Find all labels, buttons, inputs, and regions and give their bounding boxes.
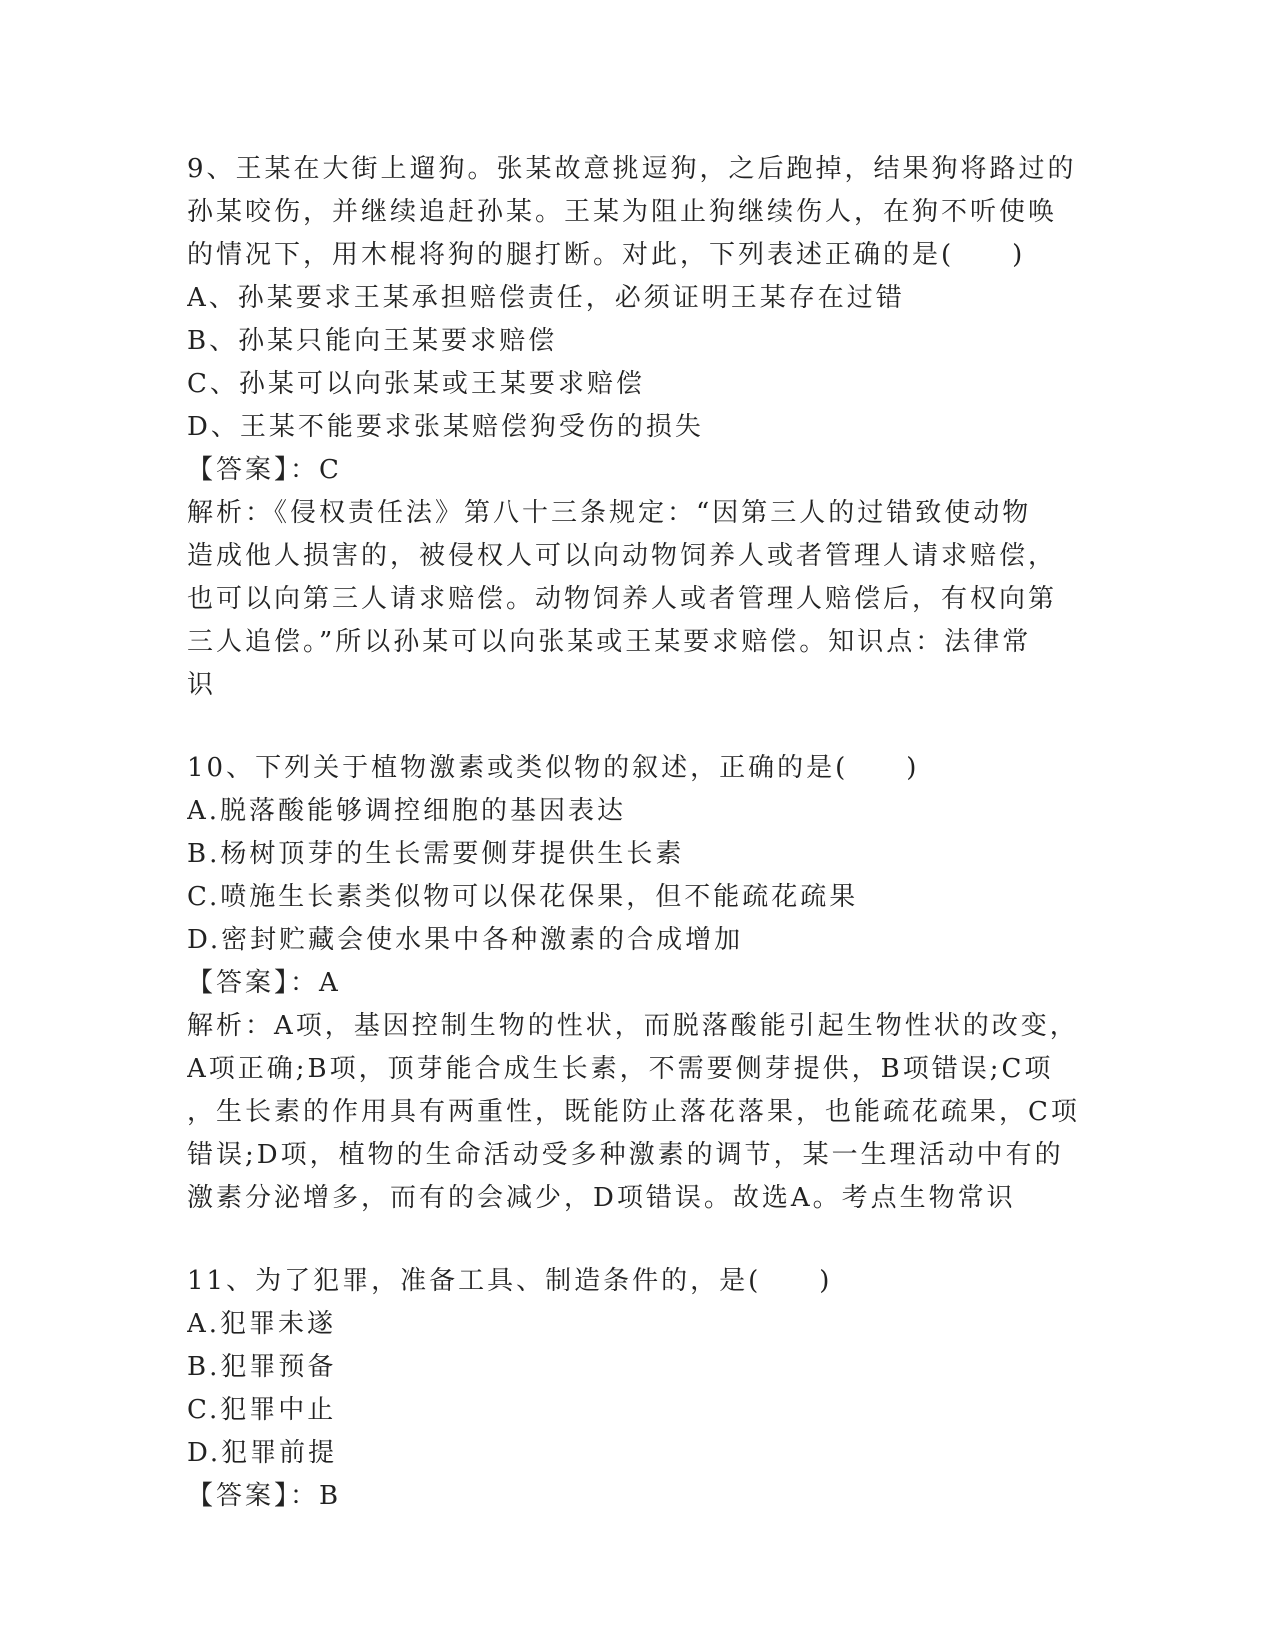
question-11 (187, 1260, 1087, 1518)
analysis-line: 识 (187, 670, 217, 700)
answer-line: 【答案】：B (187, 1481, 342, 1511)
option-b: B.犯罪预备 (187, 1352, 337, 1382)
question-separator (187, 1220, 1087, 1260)
option-a: A.脱落酸能够调控细胞的基因表达 (187, 796, 627, 826)
analysis-line: 三人追偿。”所以孙某可以向张某或王某要求赔偿。知识点：法律常 (187, 627, 1032, 657)
question-stem-line: 10、下列关于植物激素或类似物的叙述，正确的是( ) (187, 753, 920, 783)
analysis-line: 错误;D项，植物的生命活动受多种激素的调节，某一生理活动中有的 (187, 1140, 1064, 1170)
option-b: B、孙某只能向王某要求赔偿 (187, 326, 558, 356)
question-9 (187, 148, 1087, 707)
answer-line: 【答案】：A (187, 968, 341, 998)
option-c: C.犯罪中止 (187, 1395, 337, 1425)
analysis-line: 解析：《侵权责任法》第八十三条规定：“因第三人的过错致使动物 (187, 498, 1032, 528)
option-d: D.密封贮藏会使水果中各种激素的合成增加 (187, 925, 744, 955)
option-b: B.杨树顶芽的生长需要侧芽提供生长素 (187, 839, 685, 869)
analysis-line: 造成他人损害的，被侵权人可以向动物饲养人或者管理人请求赔偿， (187, 541, 1058, 571)
analysis-line: 激素分泌增多，而有的会减少，D项错误。故选A。考点生物常识 (187, 1183, 1016, 1213)
option-d: D.犯罪前提 (187, 1438, 338, 1468)
analysis-line: 解析：A项，基因控制生物的性状，而脱落酸能引起生物性状的改变， (187, 1011, 1079, 1041)
question-stem-line: 孙某咬伤，并继续追赶孙某。王某为阻止狗继续伤人，在狗不听使唤 (187, 197, 1058, 227)
question-separator (187, 707, 1087, 747)
question-stem-line: 9、王某在大街上遛狗。张某故意挑逗狗，之后跑掉，结果狗将路过的 (187, 154, 1077, 184)
option-d: D、王某不能要求张某赔偿狗受伤的损失 (187, 412, 704, 442)
analysis-line: 也可以向第三人请求赔偿。动物饲养人或者管理人赔偿后，有权向第 (187, 584, 1058, 614)
answer-line: 【答案】：C (187, 455, 342, 485)
question-stem-line: 11、为了犯罪，准备工具、制造条件的，是( ) (187, 1266, 833, 1296)
analysis-line: ，生长素的作用具有两重性，既能防止落花落果，也能疏花疏果，C项 (187, 1097, 1080, 1127)
option-a: A、孙某要求王某承担赔偿责任，必须证明王某存在过错 (187, 283, 905, 313)
question-10 (187, 747, 1087, 1220)
option-c: C.喷施生长素类似物可以保花保果，但不能疏花疏果 (187, 882, 859, 912)
option-c: C、孙某可以向张某或王某要求赔偿 (187, 369, 645, 399)
question-stem-line: 的情况下，用木棍将狗的腿打断。对此，下列表述正确的是( ) (187, 240, 1026, 270)
option-a: A.犯罪未遂 (187, 1309, 337, 1339)
document-page (187, 148, 1087, 1518)
analysis-line: A项正确;B项，顶芽能合成生长素，不需要侧芽提供，B项错误;C项 (187, 1054, 1054, 1084)
